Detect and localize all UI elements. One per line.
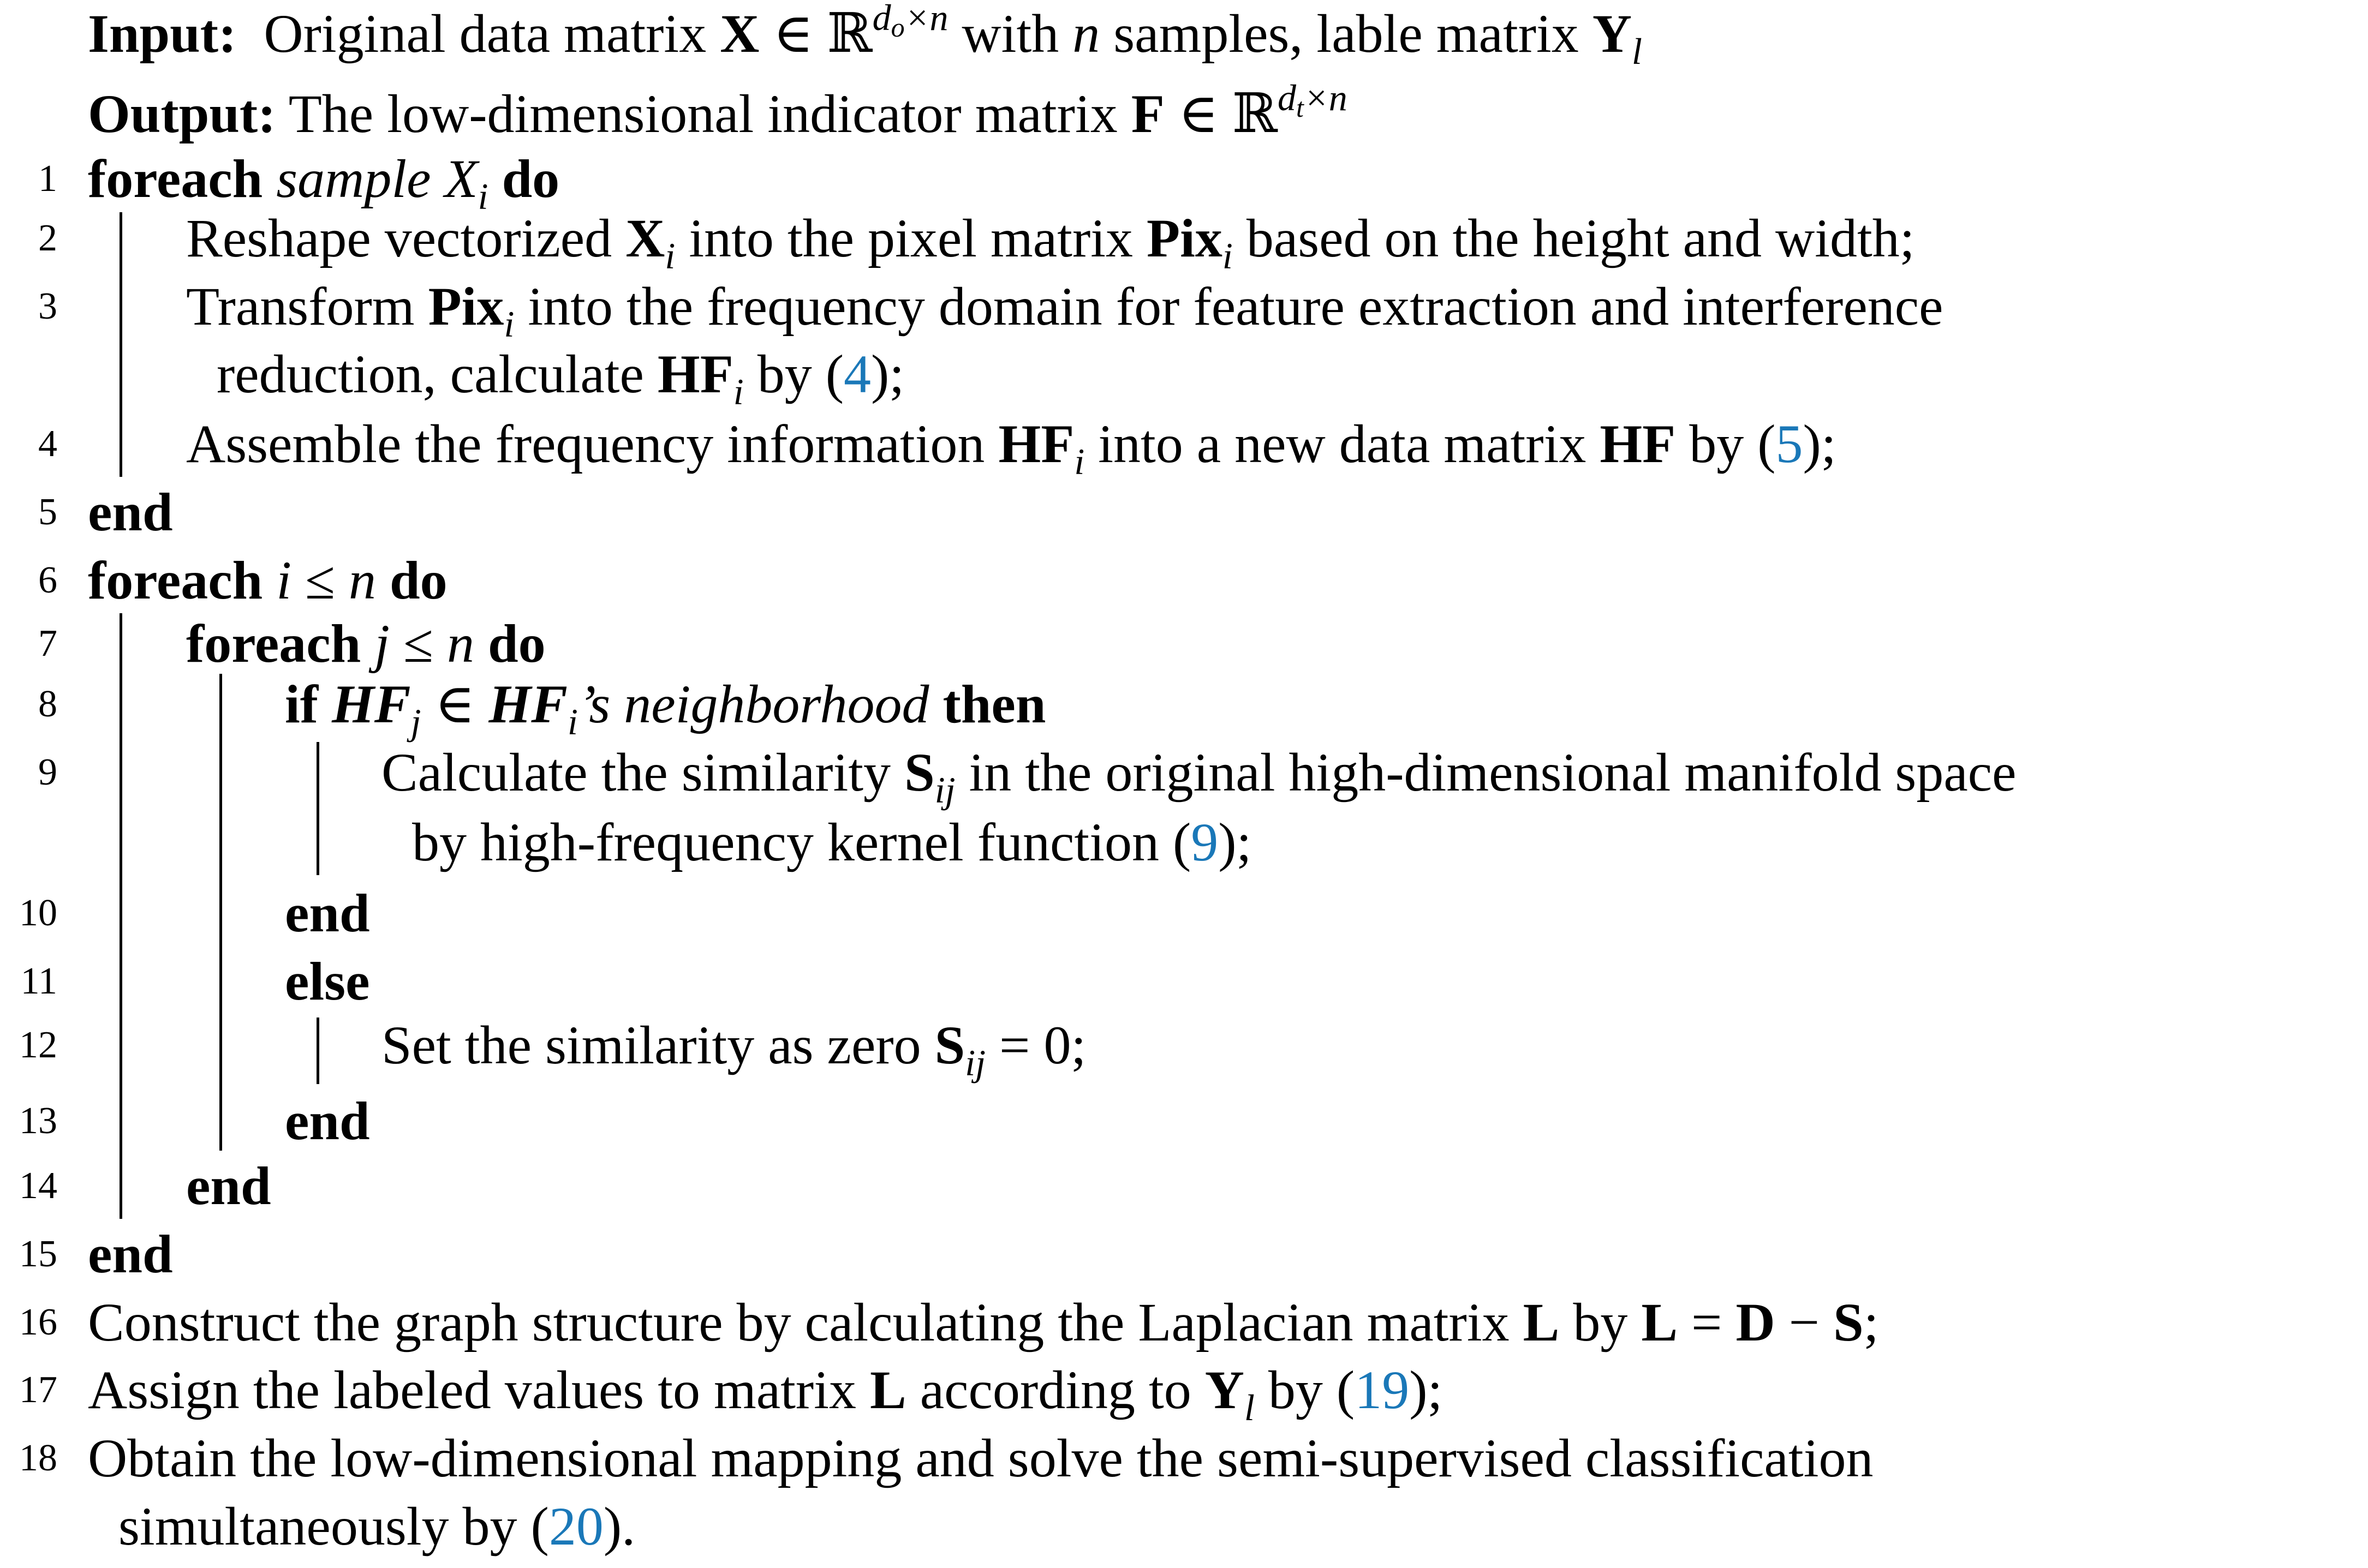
line-number: 12 <box>19 1024 57 1066</box>
text-segment: HF <box>1600 414 1676 474</box>
text-segment: d <box>872 0 891 38</box>
algorithm-line <box>186 609 546 678</box>
text-segment: L <box>1641 1292 1678 1352</box>
keyword: if <box>285 674 332 734</box>
algorithm-line <box>412 808 1251 876</box>
keyword: end <box>285 883 370 943</box>
line-number: 16 <box>19 1301 57 1343</box>
text-segment: by ( <box>1254 1360 1355 1420</box>
text-segment: Original data matrix <box>236 3 720 64</box>
text-segment: Construct the graph structure by calculating the Laplacian matrix <box>88 1292 1523 1352</box>
text-segment: Calculate the similarity <box>381 742 905 803</box>
text-segment: S <box>934 1015 965 1075</box>
text-segment: − <box>1775 1292 1834 1352</box>
text-segment: ×n <box>1303 77 1347 118</box>
text-segment: L <box>870 1360 906 1420</box>
text-segment: S <box>1833 1292 1864 1352</box>
text-segment: in the original high-dimensional manifold space <box>955 742 2017 803</box>
text-segment: with <box>948 3 1073 64</box>
keyword: end <box>186 1156 271 1216</box>
keyword: then <box>929 674 1046 734</box>
equation-reference-link[interactable]: 9 <box>1191 812 1219 872</box>
text-segment: ); <box>1409 1360 1443 1420</box>
equation-reference-link[interactable]: 4 <box>844 344 872 404</box>
line-number: 6 <box>38 559 57 601</box>
text-segment: Transform <box>186 276 428 337</box>
algorithm-line <box>88 1288 1879 1356</box>
text-segment: HF <box>998 414 1075 474</box>
text-segment: Reshape vectorized <box>186 208 626 268</box>
algorithm-line <box>88 546 448 614</box>
text-segment: ); <box>871 344 905 404</box>
text-segment: into a new data matrix <box>1084 414 1600 474</box>
text-segment: l <box>1632 31 1642 72</box>
text-segment: Pix <box>428 276 504 337</box>
algorithm-line <box>88 478 173 546</box>
line-number: 14 <box>19 1165 57 1207</box>
text-segment: HF <box>657 344 733 404</box>
text-segment: t <box>1296 92 1304 123</box>
algorithm-line <box>186 204 1915 277</box>
line-number: 15 <box>19 1233 57 1275</box>
keyword: do <box>375 550 448 611</box>
text-segment: i <box>568 701 578 743</box>
keyword: do <box>488 148 560 209</box>
block-bar-foreach-sample <box>120 212 122 477</box>
line-number: 13 <box>19 1100 57 1142</box>
text-segment: S <box>904 742 935 803</box>
line-number: 9 <box>38 751 57 793</box>
keyword: end <box>88 482 173 542</box>
text-segment: Assign the labeled values to matrix <box>88 1360 870 1420</box>
text-segment: i <box>1222 235 1233 277</box>
text-segment: i <box>504 303 515 345</box>
text-segment: Assemble the frequency information <box>186 414 999 474</box>
line-number: 2 <box>38 217 57 259</box>
algorithm-line <box>285 1087 370 1155</box>
algorithm-input <box>88 0 1642 72</box>
text-segment: ×n <box>904 0 949 38</box>
text-segment: ∈ ℝ <box>1164 83 1278 144</box>
text-segment: ); <box>1218 812 1252 872</box>
text-segment: by high-frequency kernel function ( <box>412 812 1191 872</box>
algorithm-line <box>217 340 905 412</box>
text-segment: ; <box>1863 1292 1879 1352</box>
text-segment: Pix <box>1147 208 1222 268</box>
text-segment: reduction, calculate <box>217 344 658 404</box>
algorithm-line <box>186 272 1943 345</box>
text-segment: d <box>1278 77 1297 118</box>
line-number: 18 <box>19 1437 57 1479</box>
line-number: 4 <box>38 423 57 465</box>
text-segment: The low-dimensional indicator matrix <box>276 83 1131 144</box>
text-segment: Obtain the low-dimensional mapping and solve the semi-supervised classification <box>88 1428 1874 1488</box>
algorithm-line <box>186 1152 271 1220</box>
text-segment: l <box>1244 1387 1255 1428</box>
algorithm-line <box>381 738 2017 811</box>
text-segment: n <box>446 613 474 674</box>
text-segment: by <box>1559 1292 1642 1352</box>
algorithm-line <box>88 1424 1873 1492</box>
equation-reference-link[interactable]: 20 <box>548 1496 604 1557</box>
keyword: end <box>88 1224 173 1284</box>
text-segment: ∈ ℝ <box>759 3 873 64</box>
algorithm-line <box>88 1220 173 1288</box>
keyword: foreach <box>88 550 277 611</box>
text-segment: L <box>1523 1292 1560 1352</box>
block-bar-else <box>317 1018 319 1084</box>
text-segment: sample X <box>276 148 478 209</box>
text-segment: i <box>733 371 744 412</box>
line-number: 1 <box>38 158 57 200</box>
keyword: do <box>474 613 546 674</box>
keyword: else <box>285 951 370 1012</box>
text-segment: into the pixel matrix <box>675 208 1147 268</box>
text-segment: i <box>478 176 488 217</box>
text-segment: ≤ <box>291 550 349 611</box>
text-segment: by ( <box>1675 414 1776 474</box>
equation-reference-link[interactable]: 5 <box>1775 414 1803 474</box>
text-segment: ∈ <box>421 674 489 734</box>
line-number: 3 <box>38 285 57 327</box>
text-segment: ’s neighborhood <box>577 674 929 734</box>
text-segment: D <box>1735 1292 1775 1352</box>
text-segment: i <box>1074 441 1085 482</box>
text-segment: ). <box>603 1496 636 1557</box>
line-number: 7 <box>38 623 57 665</box>
keyword: foreach <box>88 148 277 209</box>
text-segment: according to <box>906 1360 1205 1420</box>
text-segment: Set the similarity as zero <box>381 1015 935 1075</box>
text-segment: HF <box>332 674 411 734</box>
text-segment: Y <box>1204 1360 1244 1420</box>
keyword: Output: <box>88 83 276 144</box>
algorithm-line <box>186 410 1836 482</box>
text-segment: n <box>348 550 376 611</box>
text-segment: X <box>625 208 665 268</box>
line-number: 5 <box>38 491 57 533</box>
block-bar-if <box>317 742 319 875</box>
keyword: Input: <box>88 3 237 64</box>
keyword: end <box>285 1091 370 1151</box>
text-segment: i <box>276 550 292 611</box>
text-segment: ij <box>965 1042 986 1084</box>
line-number: 10 <box>19 892 57 934</box>
algorithm-line <box>118 1492 635 1560</box>
line-number: 8 <box>38 683 57 725</box>
line-number: 17 <box>19 1369 57 1411</box>
text-segment: X <box>720 3 760 64</box>
algorithm-line <box>88 145 560 217</box>
text-segment: n <box>1072 3 1100 64</box>
keyword: foreach <box>186 613 375 674</box>
algorithm-output <box>88 77 1347 148</box>
text-segment: Y <box>1592 3 1632 64</box>
text-segment: = 0; <box>986 1015 1087 1075</box>
block-bar-foreach-j <box>219 674 222 1151</box>
text-segment: i <box>665 235 676 277</box>
text-segment: samples, lable matrix <box>1100 3 1592 64</box>
algorithm-line <box>285 670 1046 743</box>
text-segment: ij <box>934 769 956 811</box>
equation-reference-link[interactable]: 19 <box>1355 1360 1410 1420</box>
text-segment: o <box>891 12 905 43</box>
algorithm-line <box>285 879 370 947</box>
algorithm-line <box>381 1011 1087 1084</box>
text-segment: = <box>1678 1292 1736 1352</box>
text-segment: HF <box>488 674 568 734</box>
block-bar-foreach-i <box>120 613 122 1219</box>
text-segment: ); <box>1803 414 1836 474</box>
algorithm-line <box>285 947 369 1015</box>
text-segment: by ( <box>743 344 844 404</box>
text-segment: j <box>410 701 421 743</box>
text-segment: F <box>1131 83 1165 144</box>
algorithm-line <box>88 1356 1443 1428</box>
text-segment: simultaneously by ( <box>118 1496 549 1557</box>
line-number: 11 <box>20 960 57 1002</box>
text-segment: into the frequency domain for feature extraction and interference <box>514 276 1943 337</box>
text-segment: based on the height and width; <box>1232 208 1915 268</box>
text-segment: j <box>374 613 390 674</box>
text-segment: ≤ <box>390 613 447 674</box>
